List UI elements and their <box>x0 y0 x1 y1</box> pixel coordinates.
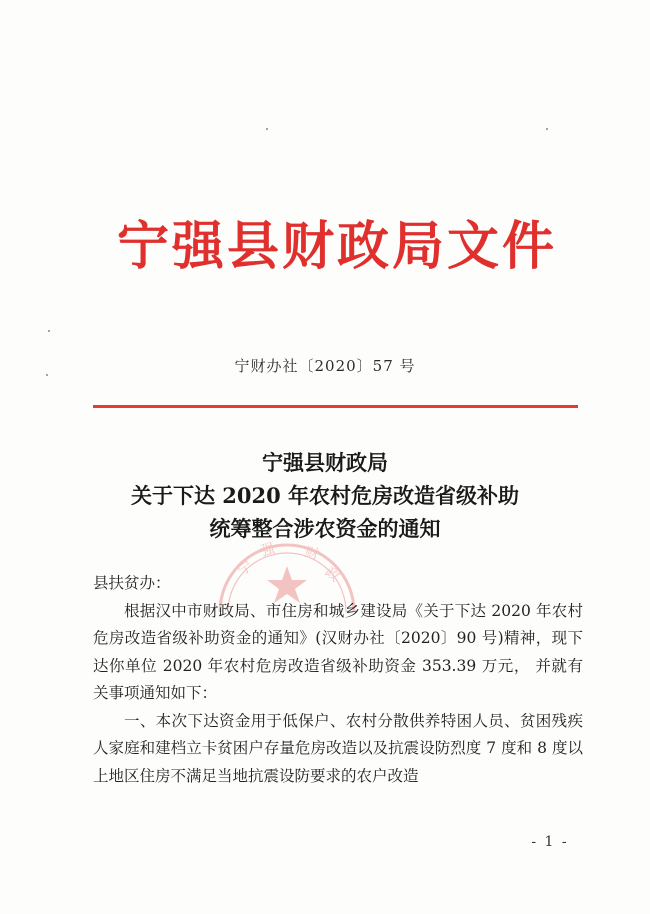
svg-text:宁: 宁 <box>235 558 256 580</box>
notice-title-line-1: 宁强县财政局 <box>262 450 388 475</box>
page-number: - 1 - <box>531 834 569 850</box>
notice-title-line-3: 统筹整合涉农资金的通知 <box>209 516 441 541</box>
document-header-title: 宁强县财政局文件 <box>116 216 557 277</box>
document-body <box>93 570 583 790</box>
svg-text:政: 政 <box>321 564 343 586</box>
scan-speck <box>546 128 548 130</box>
notice-title-line-2: 关于下达 2020 年农村危房改造省级补助 <box>130 483 520 508</box>
svg-text:强: 强 <box>258 540 277 560</box>
scan-speck <box>266 128 268 130</box>
svg-text:财: 财 <box>302 544 321 564</box>
addressee: 县扶贫办： <box>93 574 171 592</box>
body-paragraph-1: 根据汉中市财政局、市住房和城乡建设局《关于下达 2020 年农村危房改造省级补助资金的通知》(汉财办社〔2020〕90 号)精神，现下达你单位 2020 年农村危房改造省级补助资金 353.39 万元， 并就有关事项通知如下： <box>93 601 583 702</box>
notice-title <box>60 446 590 545</box>
scan-speck <box>48 330 50 332</box>
document-number: 宁财办社〔2020〕57 号 <box>234 357 416 375</box>
header-divider-line <box>93 405 578 408</box>
body-paragraph-2: 一、本次下达资金用于低保户、农村分散供养特困人员、贫困残疾人家庭和建档立卡贫困户存量危房改造以及抗震设防烈度 7 度和 8 度以上地区住房不满足当地抗震设防要求的农户改造 <box>93 711 583 785</box>
